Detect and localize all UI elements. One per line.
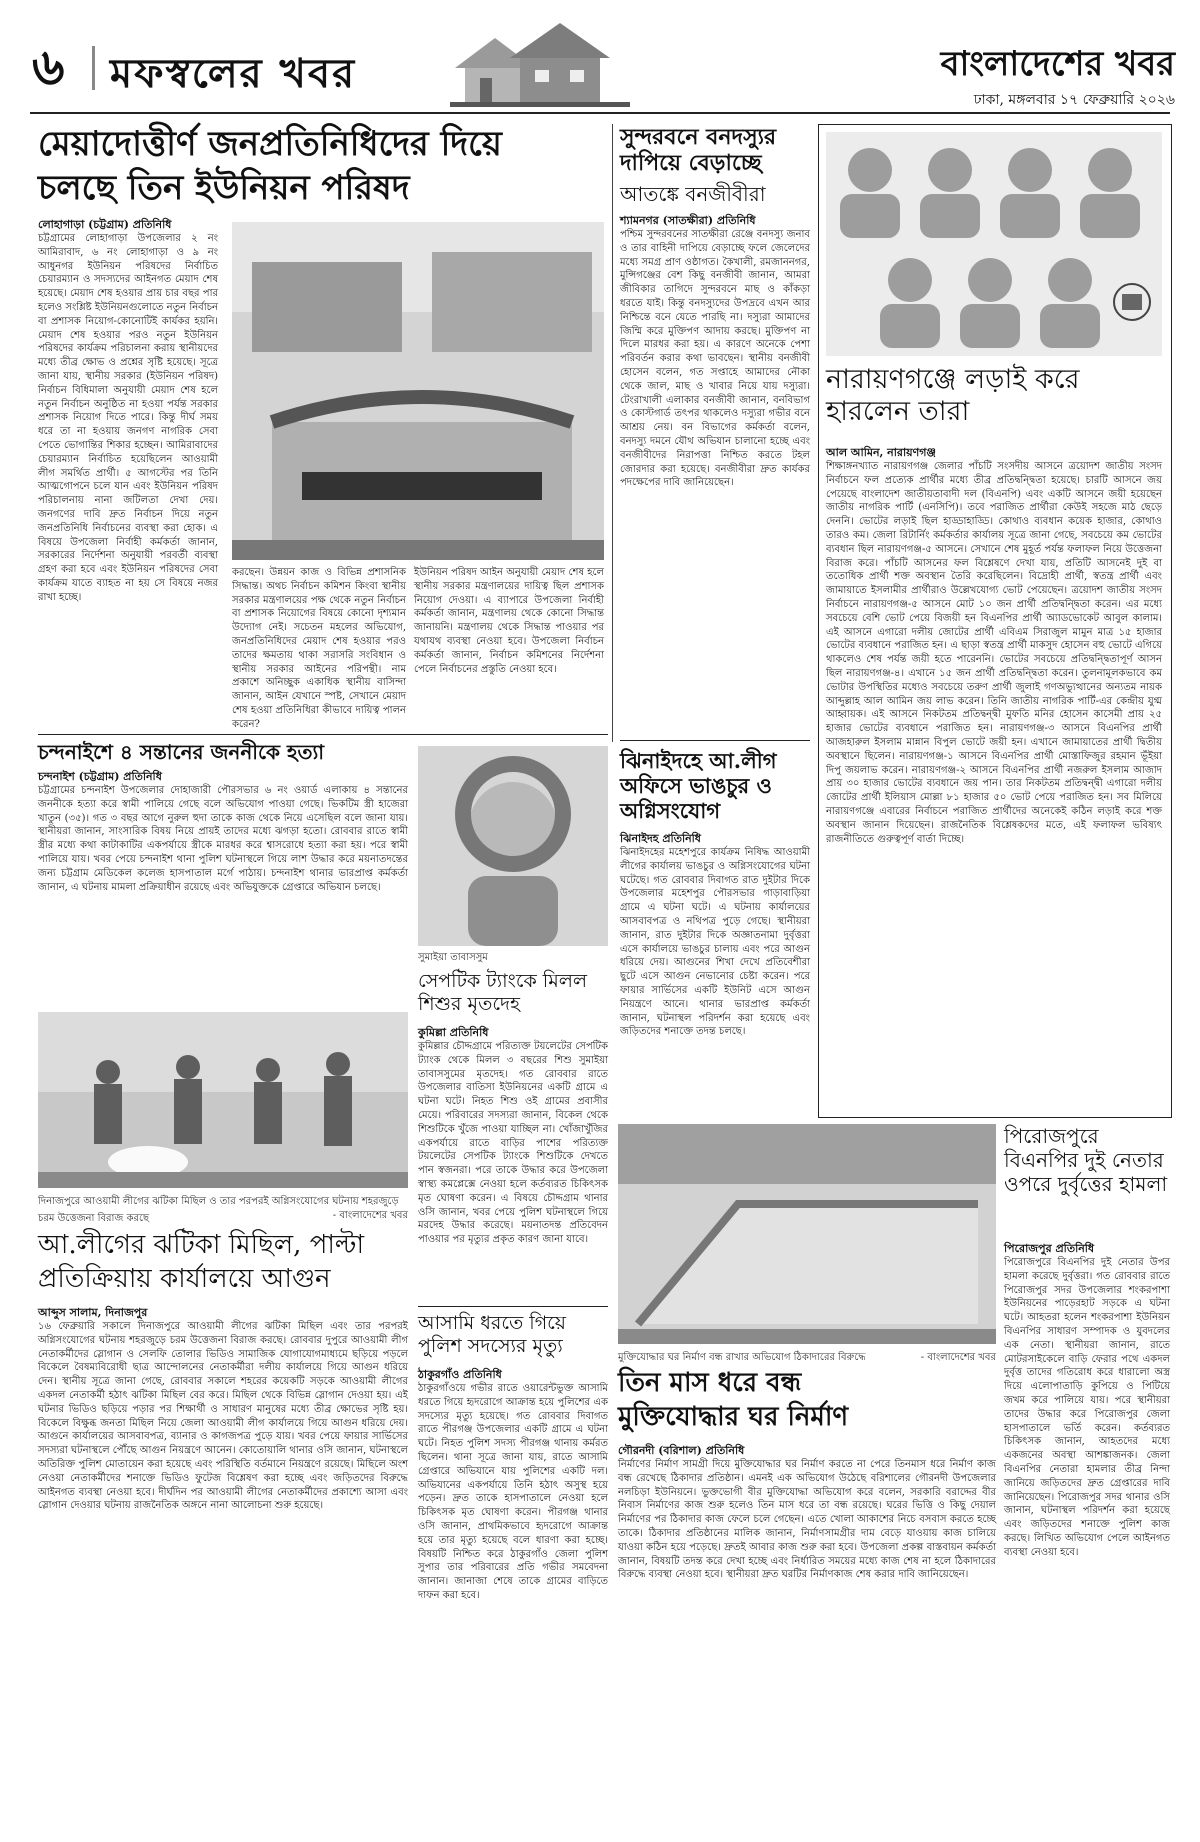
bandit-byline: শ্যামনগর (সাতক্ষীরা) প্রতিনিধি [620,214,756,227]
septic-byline: কুমিল্লা প্রতিনিধি [418,1026,489,1039]
dinajpur-photo [38,1012,408,1188]
dinajpur-headline-1: আ.লীগের ঝটিকা মিছিল, পাল্টা [38,1230,365,1260]
header-rule [30,112,1170,114]
page-number: ৬ [32,37,65,96]
freedom-headline-1: তিন মাস ধরে বন্ধ [618,1368,802,1398]
chandanaish-body: চট্টগ্রামের চন্দনাইশ উপজেলার দোহাজারী পৌরসভার ৬ নং ওয়ার্ড এলাকায় ৪ সন্তানের জননীকে হত্যা করে স্বামী পালিয়ে গেছে বলে অভিযোগ পাওয়া গেছে। ভিকটিম স্ত্রী হাজেরা খাতুন (৩৫)। গত ৩ বছর আগে নুরুল হুদা তাকে কাজ থেকে নিয়ে এসেছিল বলে জানা যায়। স্থানীয়রা জানান, সাংসারিক বিষয় নিয়ে প্রায়ই তাদের মধ্যে ঝগড়া হতো। রোববার রাতে স্বামী স্ত্রীর মধ্যে কথা কাটাকাটির একপর্যায়ে স্ত্রীকে মারধর করে শ্বাসরোধে হত্যা করা হয়। পরে স্বামী পালিয়ে যায়। খবর পেয়ে চন্দনাইশ থানা পুলিশ ঘটনাস্থলে গিয়ে লাশ উদ্ধার করে ময়নাতদন্তের জন্য চট্টগ্রাম মেডিকেল কলেজ হাসপাতাল মর্গে পাঠায়। চন্দনাইশ থানার ভারপ্রাপ্ত কর্মকর্তা জানান, এ ঘটনায় মামলা প্রক্রিয়াধীন রয়েছে এবং অভিযুক্তকে গ্রেপ্তারে অভিযান চলছে। [38,785,408,893]
child-photo-caption: সুমাইয়া তাবাসসুম [418,952,488,963]
dinajpur-body: ১৬ ফেব্রুয়ারি সকালে দিনাজপুরে আওয়ামী লীগের ঝটিকা মিছিল এবং তার পরপরই অগ্নিসংযোগের ঘটনায় শহরজুড়ে চরম উত্তেজনা বিরাজ করছে। রোববার দুপুরে আওয়ামী লীগ নেতাকর্মীদের স্লোগান ও সেলফি তোলার ভিডিও সামাজিক যোগাযোগমাধ্যমে ছড়িয়ে পড়লে বিকেলে বৈষম্যবিরোধী ছাত্র আন্দোলনের নেতাকর্মীরা দলীয় কার্যালয়ে গিয়ে আগুন ধরিয়ে দেন। স্থানীয় সূত্রে জানা গেছে, রোববার সকালে শহরের কয়েকটি সড়কে আওয়ামী লীগের একদল নেতাকর্মী হঠাৎ ঝটিকা মিছিল বের করে। মিছিল থেকে বিভিন্ন স্লোগান দেওয়া হয়। এই ঘটনার ভিডিও ছড়িয়ে পড়ার পর শিক্ষার্থী ও সাধারণ মানুষের মধ্যে তীব্র ক্ষোভের সৃষ্টি হয়। বিকেলে বিক্ষুব্ধ জনতা মিছিল নিয়ে জেলা আওয়ামী লীগ কার্যালয়ে গিয়ে আগুন ধরিয়ে দেয়। আগুনে কার্যালয়ের আসবাবপত্র, ব্যানার ও কাগজপত্র পুড়ে যায়। খবর পেয়ে ফায়ার সার্ভিসের সদস্যরা ঘটনাস্থলে পৌঁছে আগুন নিয়ন্ত্রণে আনেন। কোতোয়ালি থানার ওসি জানান, ঘটনাস্থলে অতিরিক্ত পুলিশ মোতায়েন করা হয়েছে এবং পরিস্থিতি বর্তমানে নিয়ন্ত্রণে রয়েছে। মিছিলে অংশ নেওয়া নেতাকর্মীদের শনাক্তে ভিডিও ফুটেজ বিশ্লেষণ করা হচ্ছে এবং জড়িতদের বিরুদ্ধে আইনগত ব্যবস্থা নেওয়া হবে। দীর্ঘদিন পর আওয়ামী লীগের নেতাকর্মীদের প্রকাশ্যে আসা এবং স্লোগান দেওয়ার ঘটনায় রাজনৈতিক অঙ্গনে নানা আলোচনা শুরু হয়েছে। [38,1321,408,1512]
arrest-rule [418,1306,608,1307]
dinajpur-byline: আব্দুস সালাম, দিনাজপুর [38,1306,148,1319]
jhenaidah-rule [620,740,810,741]
construction-photo-caption: মুক্তিযোদ্ধার ঘর নির্মাণ বন্ধ রাখার অভিযোগ ঠিকাদারের বিরুদ্ধে [618,1352,866,1363]
jhenaidah-headline: ঝিনাইদহে আ.লীগ অফিসে ভাঙচুর ও অগ্নিসংযোগ [620,748,777,824]
bandit-subheadline: আতঙ্কে বনজীবীরা [620,182,766,206]
candidates-photo-grid [826,132,1162,356]
freedom-body: নির্মাণের নির্মাণ সামগ্রী দিয়ে মুক্তিযোদ্ধার ঘর নির্মাণ করতে না পেরে তিনমাস ধরে নির্মাণ কাজ বন্ধ রেখেছে ঠিকাদার প্রতিষ্ঠান। এমনই এক অভিযোগ উঠেছে বরিশালের গৌরনদী উপজেলার নলচিড়া ইউনিয়নে। ভুক্তভোগী বীর মুক্তিযোদ্ধা অভিযোগ করে বলেন, সরকারি বরাদ্দের বীর নিবাস নির্মাণের কাজ শুরু হলেও তিন মাস ধরে তা বন্ধ রয়েছে। ঘরের ভিত্তি ও কিছু দেয়াল নির্মাণের পর ঠিকাদার কাজ ফেলে চলে গেছেন। এতে খোলা আকাশের নিচে বসবাস করতে হচ্ছে তাকে। ঠিকাদার প্রতিষ্ঠানের মালিক জানান, নির্মাণসামগ্রীর দাম বেড়ে যাওয়ায় কাজ চালিয়ে যাওয়া কঠিন হয়ে পড়েছে। দ্রুতই আবার কাজ শুরু করা হবে। উপজেলা প্রকল্প বাস্তবায়ন কর্মকর্তা জানান, বিষয়টি তদন্ত করে দেখা হচ্ছে এবং নির্ধারিত সময়ের মধ্যে কাজ শেষ না হলে ঠিকাদারের বিরুদ্ধে ব্যবস্থা নেওয়া হবে। স্থানীয়রা দ্রুত ঘরটির নির্মাণকাজ শেষ করার দাবি জানিয়েছেন। [618,1459,996,1581]
bandit-headline: সুন্দরবনে বনদস্যুর দাপিয়ে বেড়াচ্ছে [620,124,777,177]
section-title: মফস্বলের খবর [110,50,357,97]
construction-photo [618,1124,996,1344]
chandanaish-rule [38,734,608,735]
masthead: বাংলাদেশের খবর [940,44,1175,84]
chandanaish-headline: চন্দনাইশে ৪ সন্তানের জননীকে হত্যা [38,740,325,764]
jhenaidah-byline: ঝিনাইদহ প্রতিনিধি [620,832,701,845]
bandit-body: পশ্চিম সুন্দরবনের সাতক্ষীরা রেঞ্জে বনদস্যু জনাব ও তার বাহিনী দাপিয়ে বেড়াচ্ছে ফলে জেলেদের মধ্যে সমগ্র প্রাণ ওষ্ঠাগত। কৈখালী, রমজাননগর, মুন্সিগঞ্জের বেশ কিছু বনজীবী জানান, আমরা জীবিকার তাগিদে সুন্দরবনে মাছ ও কাঁকড়া ধরতে যাই। কিন্তু বনদস্যুদের উপদ্রবে এখন আর নিশ্চিন্তে বনে যেতে পারছি না। দস্যুরা আমাদের জিম্মি করে মুক্তিপণ আদায় করছে। মুক্তিপণ না দিলে মারধর করা হয়। এ কারণে অনেকে পেশা পরিবর্তন করার কথা ভাবছেন। স্থানীয় বনজীবী হোসেন বলেন, গত সপ্তাহে আমাদের নৌকা থেকে জাল, মাছ ও খাবার নিয়ে যায় দস্যুরা। টেংরাখালী এলাকার বনজীবী জানান, বনবিভাগ ও কোস্টগার্ড তৎপর থাকলেও দস্যুরা গভীর বনে আশ্রয় নেয়। বন বিভাগের কর্মকর্তা বলেন, বনদস্যু দমনে যৌথ অভিযান চালানো হচ্ছে এবং বনজীবীদের নিরাপত্তা নিশ্চিত করতে টহল জোরদার করা হয়েছে। বনজীবীরা দ্রুত কার্যকর পদক্ষেপের দাবি জানিয়েছেন। [620,229,810,489]
lead-headline-2: চলছে তিন ইউনিয়ন পরিষদ [38,168,410,208]
arrest-body: ঠাকুরগাঁওয়ে গভীর রাতে ওয়ারেন্টভুক্ত আসামি ধরতে গিয়ে হৃদরোগে আক্রান্ত হয়ে পুলিশের এক সদস্যের মৃত্যু হয়েছে। গত রোববার দিবাগত রাতে পীরগঞ্জ উপজেলার একটি গ্রামে এ ঘটনা ঘটে। নিহত পুলিশ সদস্য পীরগঞ্জ থানায় কর্মরত ছিলেন। থানা সূত্রে জানা যায়, রাতে আসামি গ্রেপ্তারে অভিযানে যায় পুলিশের একটি দল। অভিযানের একপর্যায়ে তিনি হঠাৎ অসুস্থ হয়ে পড়েন। দ্রুত তাকে হাসপাতালে নেওয়া হলে চিকিৎসক মৃত ঘোষণা করেন। পীরগঞ্জ থানার ওসি জানান, প্রাথমিকভাবে হৃদরোগে আক্রান্ত হয়ে তার মৃত্যু হয়েছে বলে ধারণা করা হচ্ছে। বিষয়টি নিশ্চিত করে ঠাকুরগাঁও জেলা পুলিশ সুপার তার পরিবারের প্রতি গভীর সমবেদনা জানান। জানাজা শেষে তাকে গ্রামের বাড়িতে দাফন করা হবে। [418,1383,608,1601]
freedom-headline-2: মুক্তিযোদ্ধার ঘর নির্মাণ [618,1402,849,1432]
construction-photo-credit: - বাংলাদেশের খবর [920,1352,996,1363]
child-photo [418,746,608,946]
header-divider [92,46,95,90]
pirojpur-byline: পিরোজপুর প্রতিনিধি [1004,1242,1095,1255]
dinajpur-photo-credit: - বাংলাদেশের খবর [332,1210,408,1221]
column-divider [612,124,613,742]
jhenaidah-body: ঝিনাইদহের মহেশপুরে কার্যক্রম নিষিদ্ধ আওয়ামী লীগের কার্যালয় ভাঙচুর ও অগ্নিসংযোগের ঘটনা ঘটেছে। গত রোববার দিবাগত রাত দুইটার দিকে উপজেলার মহেশপুর পৌরসভার গাড়াবাড়িয়া গ্রামে এ ঘটনা ঘটে। এ ঘটনায় কার্যালয়ের আসবাবপত্র ও নথিপত্র পুড়ে গেছে। স্থানীয়রা জানান, রাত দুইটার দিকে অজ্ঞাতনামা দুর্বৃত্তরা এসে কার্যালয়ে ভাঙচুর চালায় এবং পরে আগুন ধরিয়ে দেয়। আগুনের শিখা দেখে প্রতিবেশীরা ছুটে এসে আগুন নেভানোর চেষ্টা করেন। পরে ফায়ার সার্ভিসের একটি ইউনিট এসে আগুন নিয়ন্ত্রণে আনে। থানার ভারপ্রাপ্ত কর্মকর্তা জানান, ঘটনাস্থল পরিদর্শন করা হয়েছে এবং জড়িতদের শনাক্তে তদন্ত চলছে। [620,847,810,1038]
freedom-byline: গৌরনদী (বরিশাল) প্রতিনিধি [618,1444,745,1457]
arrest-byline: ঠাকুরগাঁও প্রতিনিধি [418,1368,502,1381]
houses-graphic [450,18,630,112]
union-parishad-photo [232,222,604,560]
dinajpur-headline-2: প্রতিক্রিয়ায় কার্যালয়ে আগুন [38,1264,331,1294]
narayanganj-body: শিক্ষাঙ্গনখ্যাত নারায়ণগঞ্জ জেলার পাঁচটি সংসদীয় আসনে ত্রয়োদশ জাতীয় সংসদ নির্বাচনে ফল প্রত্যেক প্রার্থীর মধ্যে তীব্র প্রতিদ্বন্দ্বিতা হয়েছে। চারটি আসনে জয় পেয়েছে বাংলাদেশ জাতীয়তাবাদী দল (বিএনপি) এবং একটি আসনে জয়ী হয়েছেন জাতীয় নাগরিক পার্টি (এনসিপি)। তবে পরাজিত প্রার্থীরা কেউই সহজে মাঠ ছেড়ে দেননি। ভোটের লড়াই ছিল হাড্ডাহাড্ডি। কোথাও ব্যবধান কয়েক হাজার, কোথাও তারও কম। জেলা রিটার্নিং কর্মকর্তার কার্যালয় সূত্রে জানা গেছে, সবচেয়ে কম ভোটের ব্যবধান ছিল নারায়ণগঞ্জ-৫ আসনে। সেখানে শেষ মুহূর্ত পর্যন্ত ফলাফল নিয়ে উত্তেজনা বিরাজ করে। পাঁচটি আসনের ফল বিশ্লেষণে দেখা যায়, প্রতিটি আসনেই দুই বা ততোধিক প্রার্থী শক্ত অবস্থান তৈরি করেছিলেন। বিদ্রোহী প্রার্থী, স্বতন্ত্র প্রার্থী এবং জামায়াতে ইসলামীর প্রার্থীরাও উল্লেখযোগ্য ভোট পেয়েছেন। ত্রয়োদশ জাতীয় সংসদ নির্বাচনে নারায়ণগঞ্জ-৫ আসনে মোট ১০ জন প্রার্থী প্রতিদ্বন্দ্বিতা করেন। এর মধ্যে সবচেয়ে বেশি ভোট পেয়ে বিজয়ী হন বিএনপির প্রার্থী অ্যাডভোকেট আবুল কালাম। এই আসনে এগারো দলীয় জোটের প্রার্থী এবিএম সিরাজুল মামুন মাত্র ১৫ হাজার ভোটের ব্যবধানে পরাজিত হন। এ ছাড়া স্বতন্ত্র প্রার্থী মাকসুদ হোসেন বহু ভোটে এগিয়ে থাকলেও শেষ পর্যন্ত জয়ী হতে পারেননি। ভোটের সবচেয়ে প্রতিদ্বন্দ্বিতাপূর্ণ আসন ছিল নারায়ণগঞ্জ-৪। এখানে ১৫ জন প্রার্থী প্রতিদ্বন্দ্বিতা করেন। তুলনামূলকভাবে কম ভোটার উপস্থিতির মধ্যেও সবচেয়ে তরুণ প্রার্থী জুলাই গণঅভ্যুত্থানের অন্যতম নায়ক আব্দুল্লাহ আল আমিন জয় লাভ করেন। তিনি জাতীয় নাগরিক পার্টি-এর কেন্দ্রীয় যুগ্ম আহ্বায়ক। এই আসনে নিকটতম প্রতিদ্বন্দ্বী মুফতি মনির হোসেন কাসেমী প্রায় ২৫ হাজার ভোটের ব্যবধানে পরাজিত হন। নারায়ণগঞ্জ-৩ আসনে বিএনপির প্রার্থী আজহারুল ইসলাম মান্নান বিপুল ভোটে জয়ী হন। এখানে জামায়াতের প্রার্থী দ্বিতীয় অবস্থানে ছিলেন। নারায়ণগঞ্জ-১ আসনে বিএনপির প্রার্থী মোস্তাফিজুর রহমান ভূঁইয়া দিপু জয়লাভ করেন। নারায়ণগঞ্জ-২ আসনে বিএনপির প্রার্থী নজরুল ইসলাম আজাদ প্রায় ৩০ হাজার ভোটের ব্যবধানে জয় পান। তার নিকটতম প্রতিদ্বন্দ্বী এগারো দলীয় জোটের প্রার্থী ইলিয়াস মোল্লা ৮১ হাজার ৫০ ভোট পেয়ে পরাজিত হন। সব মিলিয়ে নারায়ণগঞ্জে এবারের নির্বাচনে পরাজিত প্রার্থীদের অনেকেই কঠিন লড়াই করে শক্ত অবস্থান জানান দিয়েছেন। রাজনৈতিক বিশ্লেষকদের মতে, এই ফলাফল ভবিষ্যৎ রাজনীতিতে গুরুত্বপূর্ণ বার্তা দিচ্ছে। [826,461,1162,845]
septic-body: কুমিল্লার চৌদ্দগ্রামে পরিত্যক্ত টয়লেটের সেপটিক ট্যাংক থেকে মিলল ৩ বছরের শিশু সুমাইয়া তাবাসসুমের মৃতদেহ। গত রোববার রাতে উপজেলার বাতিসা ইউনিয়নের একটি গ্রামে এ ঘটনা ঘটে। নিহত শিশু ওই গ্রামের প্রবাসীর মেয়ে। পরিবারের সদস্যরা জানান, বিকেল থেকে শিশুটিকে খুঁজে পাওয়া যাচ্ছিল না। খোঁজাখুঁজির একপর্যায়ে রাতে বাড়ির পাশের পরিত্যক্ত টয়লেটের সেপটিক ট্যাংকে শিশুটিকে দেখতে পান স্বজনরা। পরে তাকে উদ্ধার করে উপজেলা স্বাস্থ্য কমপ্লেক্সে নেওয়া হলে কর্তব্যরত চিকিৎসক মৃত ঘোষণা করেন। এ বিষয়ে চৌদ্দগ্রাম থানার ওসি জানান, খবর পেয়ে পুলিশ ঘটনাস্থলে গিয়ে মরদেহ উদ্ধার করেছে। ময়নাতদন্ত প্রতিবেদন পাওয়ার পর মৃত্যুর প্রকৃত কারণ জানা যাবে। [418,1041,608,1246]
pirojpur-headline: পিরোজপুরে বিএনপির দুই নেতার ওপরে দুর্বৃত্তের হামলা [1004,1124,1168,1196]
lead-body-2: করছেন। উন্নয়ন কাজ ও বিভিন্ন প্রশাসনিক সিদ্ধান্ত। অথচ নির্বাচন কমিশন কিংবা স্থানীয় সরকার মন্ত্রণালয়ের পক্ষ থেকে নতুন নির্বাচন বা প্রশাসক নিয়োগের বিষয়ে কোনো দৃশ্যমান উদ্যোগ নেই। সচেতন মহলের অভিযোগ, জনপ্রতিনিধিদের মেয়াদ শেষ হওয়ার পরও তাদের ক্ষমতায় থাকা সরাসরি সংবিধান ও স্থানীয় সরকার আইনের পরিপন্থী। নাম প্রকাশে অনিচ্ছুক একাধিক স্থানীয় বাসিন্দা জানান, আইন যেখানে স্পষ্ট, সেখানে মেয়াদ শেষ হওয়া প্রতিনিধিরা কীভাবে দায়িত্ব পালন করেন? [232,567,406,730]
pirojpur-body: পিরোজপুরে বিএনপির দুই নেতার উপর হামলা করেছে দুর্বৃত্তরা। গত রোববার রাতে পিরোজপুর সদর উপজেলার শংকরপাশা ইউনিয়নের পাড়েরহাট সড়কে এ ঘটনা ঘটে। আহতরা হলেন শংকরপাশা ইউনিয়ন বিএনপির সাধারণ সম্পাদক ও যুবদলের এক নেতা। স্থানীয়রা জানান, রাতে মোটরসাইকেলে বাড়ি ফেরার পথে একদল দুর্বৃত্ত তাদের গতিরোধ করে ধারালো অস্ত্র দিয়ে এলোপাতাড়ি কুপিয়ে ও পিটিয়ে জখম করে পালিয়ে যায়। পরে স্থানীয়রা তাদের উদ্ধার করে পিরোজপুর জেলা হাসপাতালে ভর্তি করেন। কর্তব্যরত চিকিৎসক জানান, আহতদের মধ্যে একজনের অবস্থা আশঙ্কাজনক। জেলা বিএনপির নেতারা হামলার তীব্র নিন্দা জানিয়ে জড়িতদের দ্রুত গ্রেপ্তারের দাবি জানিয়েছেন। পিরোজপুর সদর থানার ওসি জানান, ঘটনাস্থল পরিদর্শন করা হয়েছে এবং জড়িতদের শনাক্তে পুলিশ কাজ করছে। লিখিত অভিযোগ পেলে আইনগত ব্যবস্থা নেওয়া হবে। [1004,1257,1170,1558]
lead-body: চট্টগ্রামের লোহাগাড়া উপজেলার ২ নং আমিরাবাদ, ৬ নং লোহাগাড়া ও ৯ নং আধুনগর ইউনিয়ন পরিষদের নির্বাচিত চেয়ারম্যান ও সদস্যদের আইনগত মেয়াদ শেষ হয়েছে। মেয়াদ শেষ হওয়ার প্রায় চার বছর পার হলেও সংশ্লিষ্ট ইউনিয়নগুলোতে নতুন নির্বাচন বা প্রশাসক নিয়োগ-কোনোটিই কার্যকর হয়নি। মেয়াদ শেষ হওয়ার পরও নতুন ইউনিয়ন পরিষদের কার্যক্রম পরিচালনা করায় স্থানীয়দের মধ্যে তীব্র ক্ষোভ ও প্রশ্নের সৃষ্টি হয়েছে। সূত্রে জানা যায়, স্থানীয় সরকার (ইউনিয়ন পরিষদ) নির্বাচন বিধিমালা অনুযায়ী মেয়াদ শেষ হলে নতুন নির্বাচন অনুষ্ঠিত না হওয়া পর্যন্ত সরকার প্রশাসক নিয়োগ দিতে পারে। কিন্তু দীর্ঘ সময় ধরে তা না হওয়ায় জনগণ নাগরিক সেবা পেতে ভোগান্তির শিকার হচ্ছেন। আমিরাবাদের চেয়ারম্যান নির্বাচিত হয়েছিলেন আওয়ামী লীগ সমর্থিত প্রার্থী। ৫ আগস্টের পর তিনি আত্মগোপনে চলে যান এবং ইউনিয়ন পরিষদ পরিচালনায় নানা জটিলতা দেখা দেয়। জনগণের দাবি দ্রুত নির্বাচন দিয়ে নতুন জনপ্রতিনিধি নির্বাচনের ব্যবস্থা করা হোক। এ বিষয়ে উপজেলা নির্বাহী কর্মকর্তা জানান, সরকারের নির্দেশনা অনুযায়ী পরবর্তী ব্যবস্থা গ্রহণ করা হবে এবং ইউনিয়ন পরিষদের সেবা কার্যক্রম যাতে ব্যাহত না হয় সে বিষয়ে নজর রাখা হচ্ছে। [38,233,218,603]
narayanganj-byline: আল আমিন, নারায়ণগঞ্জ [826,446,936,459]
dinajpur-photo-caption: দিনাজপুরে আওয়ামী লীগের ঝটিকা মিছিল ও তার পরপরই অগ্নিসংযোগের ঘটনায় শহরজুড়ে চরম উত্তেজনা বিরাজ করছে [38,1196,399,1224]
lead-byline: লোহাগাড়া (চট্টগ্রাম) প্রতিনিধি [38,218,172,231]
chandanaish-byline: চন্দনাইশ (চট্টগ্রাম) প্রতিনিধি [38,770,162,783]
arrest-headline: আসামি ধরতে গিয়ে পুলিশ সদস্যের মৃত্যু [418,1312,566,1357]
dateline: ঢাকা, মঙ্গলবার ১৭ ফেব্রুয়ারি ২০২৬ [973,92,1175,108]
lead-body-3: ইউনিয়ন পরিষদ আইন অনুযায়ী মেয়াদ শেষ হলে স্থানীয় সরকার মন্ত্রণালয়ের দায়িত্ব ছিল প্রশাসক নিয়োগ দেওয়া। এ ব্যাপারে উপজেলা নির্বাহী কর্মকর্তা জানান, মন্ত্রণালয় থেকে কোনো সিদ্ধান্ত জানায়নি। মন্ত্রণালয় থেকে সিদ্ধান্ত পাওয়ার পর যথাযথ ব্যবস্থা নেওয়া হবে। উপজেলা নির্বাচন কর্মকর্তা জানান, নির্বাচন কমিশনের নির্দেশনা পেলে নির্বাচনের প্রস্তুতি নেওয়া হবে। [414,567,604,675]
lead-headline-1: মেয়াদোত্তীর্ণ জনপ্রতিনিধিদের দিয়ে [38,124,502,164]
septic-headline: সেপটিক ট্যাংকে মিলল শিশুর মৃতদেহ [418,970,588,1015]
narayanganj-headline: নারায়ণগঞ্জে লড়াই করে হারলেন তারা [826,364,1080,428]
